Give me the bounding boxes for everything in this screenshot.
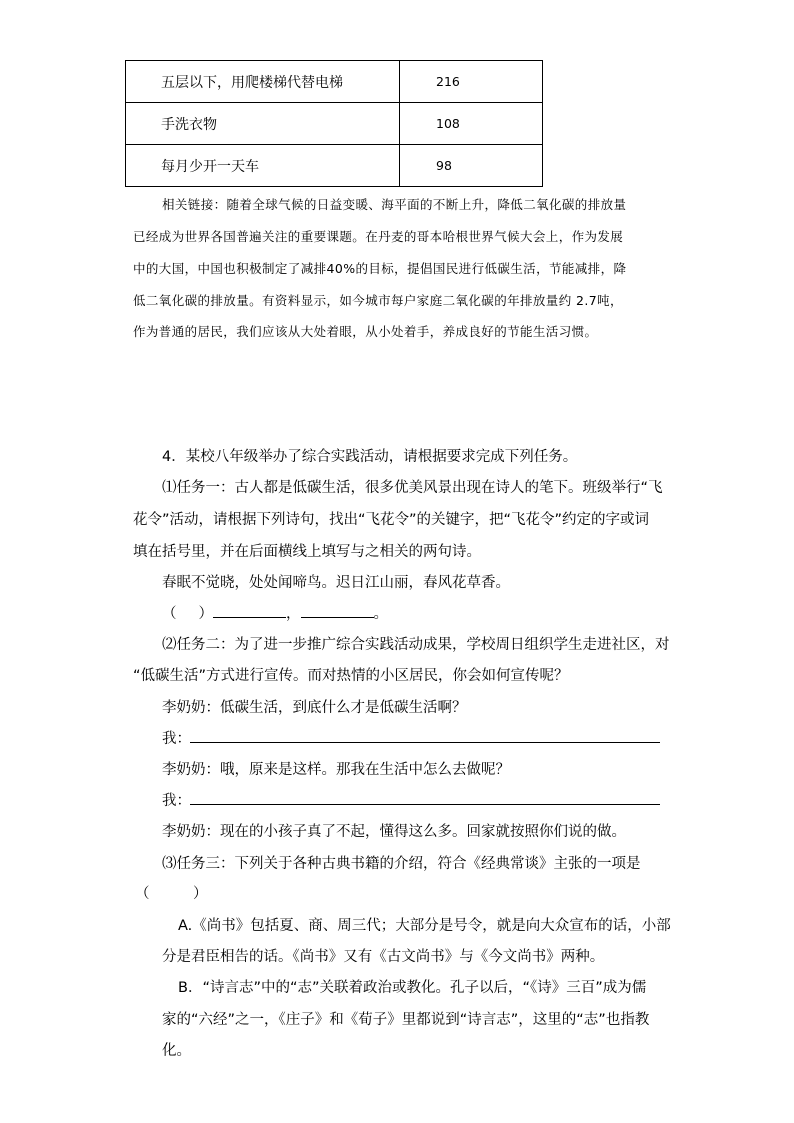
emission-table (125, 60, 543, 187)
poem-lines: 春眠不觉晓，处处闻啼鸟。迟日江山丽，春风花草香。 (162, 575, 510, 591)
table-cell-item: 五层以下，用爬楼梯代替电梯 (126, 61, 400, 103)
answer-line-2[interactable] (190, 803, 660, 805)
paren-close: ） (198, 606, 213, 622)
table-cell-item: 手洗衣物 (126, 103, 400, 145)
dialogue-line: 李奶奶：哦，原来是这样。那我在生活中怎么去做呢？ (162, 762, 510, 778)
task1-line: ⑴任务一：古人都是低碳生活，很多优美风景出现在诗人的笔下。班级举行“飞 (162, 480, 663, 496)
table-cell-value: 98 (400, 145, 543, 187)
dialogue-line: 李奶奶：低碳生活，到底什么才是低碳生活啊？ (162, 700, 467, 716)
table-row (126, 145, 543, 187)
task2-line: “低碳生活”方式进行宣传。而对热情的小区居民，你会如何宣传呢？ (133, 668, 569, 684)
table-row (126, 103, 543, 145)
task2-line: ⑵任务二：为了进一步推广综合实践活动成果，学校周日组织学生走进社区，对 (162, 637, 670, 653)
comma: ， (286, 606, 301, 622)
period: 。 (373, 606, 388, 622)
related-line: 中的大国，中国也积极制定了减排40%的目标，提倡国民进行低碳生活，节能减排，降 (133, 261, 627, 276)
paren-open: （ (162, 606, 177, 622)
poem-answer-blank-1[interactable] (213, 602, 286, 618)
option-b-cont: 家的“六经”之一，《庄子》和《荀子》里都说到“诗言志”，这里的“志”也指教 (162, 1012, 650, 1028)
answer-line-1[interactable] (190, 741, 660, 743)
table-row (126, 61, 543, 103)
task1-line: 填在括号里，并在后面横线上填写与之相关的两句诗。 (133, 544, 481, 560)
table-cell-item: 每月少开一天车 (126, 145, 400, 187)
table-cell-value: 108 (400, 103, 543, 145)
table-cell-value: 216 (400, 61, 543, 103)
related-line: 作为普通的居民，我们应该从大处着眼，从小处着手，养成良好的节能生活习惯。 (133, 324, 598, 339)
task3-answer-paren[interactable]: （ ） (135, 886, 208, 902)
task1-line: 花令”活动，请根据下列诗句，找出“飞花令”的关键字，把“飞花令”约定的字或词 (133, 512, 650, 528)
question-4-intro: 4．某校八年级举办了综合实践活动，请根据要求完成下列任务。 (162, 449, 578, 465)
option-b-cont: 化。 (162, 1043, 191, 1059)
me-label: 我： (162, 793, 191, 809)
task1-answer-row (162, 602, 388, 623)
dialogue-line: 李奶奶：现在的小孩子真了不起，懂得这么多。回家就按照你们说的做。 (162, 824, 626, 840)
option-a-cont: 分是君臣相告的话。《尚书》又有《古文尚书》与《今文尚书》两种。 (162, 949, 605, 965)
task3-line: ⑶任务三：下列关于各种古典书籍的介绍，符合《经典常谈》主张的一项是 (162, 856, 641, 872)
option-a: A.《尚书》包括夏、商、周三代；大部分是号令，就是向大众宣布的话，小部 (178, 918, 671, 934)
option-b: B．“诗言志”中的“志”关联着政治或教化。孔子以后，“《诗》三百”成为儒 (178, 980, 647, 996)
me-label: 我： (162, 731, 191, 747)
related-line: 相关链接：随着全球气候的日益变暖、海平面的不断上升，降低二氧化碳的排放量 (162, 197, 627, 212)
related-line: 低二氧化碳的排放量。有资料显示，如今城市每户家庭二氧化碳的年排放量约 2.7吨， (133, 293, 623, 308)
related-line: 已经成为世界各国普遍关注的重要课题。在丹麦的哥本哈根世界气候大会上，作为发展 (133, 229, 624, 244)
poem-answer-blank-2[interactable] (301, 602, 374, 618)
